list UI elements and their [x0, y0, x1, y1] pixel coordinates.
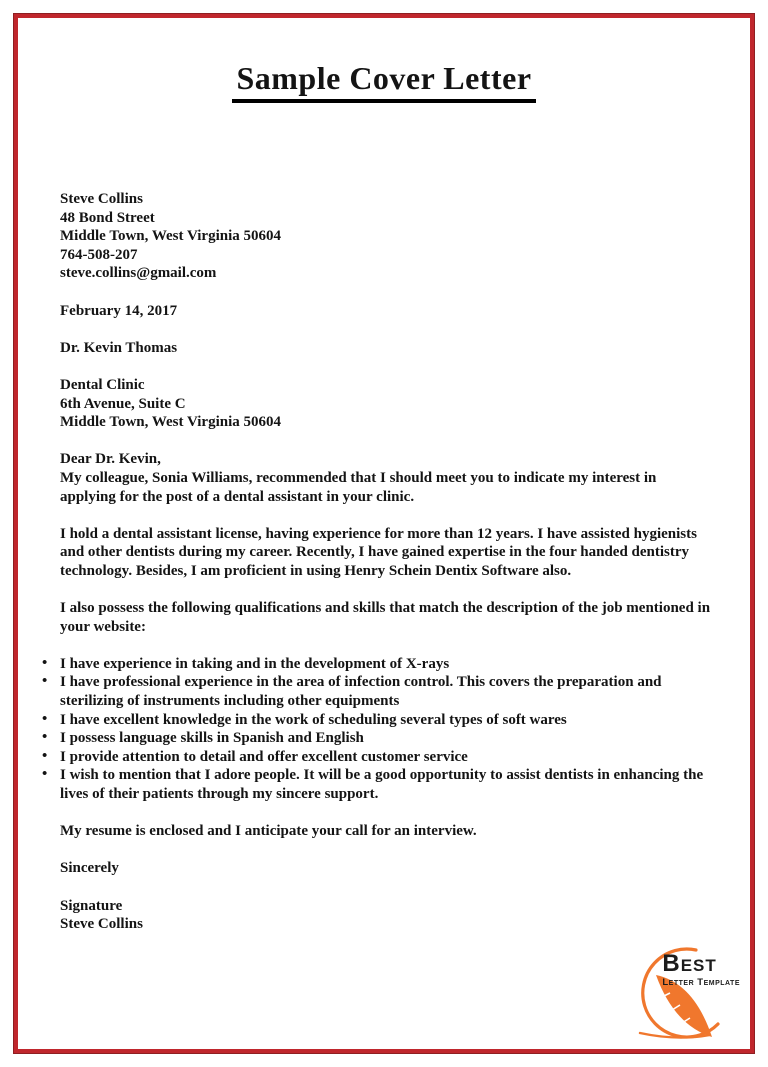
intro-paragraph: My colleague, Sonia Williams, recommended that I should meet you to indicate my interest in applying for the post of a dental assistant in your clinic.	[60, 469, 657, 505]
list-item: • I wish to mention that I adore people. It will be a good opportunity to assist dentists in enhancing the lives of their patients through my sincere support.	[60, 766, 712, 803]
sender-name: Steve Collins	[60, 191, 143, 207]
logo-tagline: Letter Template	[662, 977, 740, 988]
skills-intro: I also possess the following qualifications and skills that match the description of the job mentioned in your website:	[60, 600, 711, 635]
recipient-company: Dental Clinic	[60, 376, 145, 393]
recipient-address-block	[60, 376, 712, 432]
list-item: • I have professional experience in the area of infection control. This covers the preparation and sterilizing of instruments including other equipments	[60, 673, 712, 710]
list-item: • I have excellent knowledge in the work of scheduling several types of soft wares	[60, 711, 712, 730]
experience-paragraph-block	[60, 525, 712, 581]
signature-block	[60, 897, 712, 934]
sender-email: steve.collins@gmail.com	[60, 265, 217, 282]
logo-brand-name: Best	[662, 950, 717, 977]
recipient-city: Middle Town, West Virginia 50604	[60, 414, 282, 431]
page-title: Sample Cover Letter	[232, 60, 535, 103]
salutation: Dear Dr. Kevin,	[60, 451, 161, 468]
resume-line-block	[60, 822, 712, 841]
skills-intro-block	[60, 599, 712, 636]
letter-date: February 14, 2017	[60, 302, 178, 319]
sincerely-block	[60, 859, 712, 878]
signature-name: Steve Collins	[60, 916, 143, 933]
logo-text	[662, 952, 740, 988]
list-item: • I possess language skills in Spanish and English	[60, 729, 712, 748]
title-container	[0, 60, 768, 103]
experience-paragraph: I hold a dental assistant license, having experience for more than 12 years. I have assisted hygienists and other dentists during my career. Recently, I have gained expertise in the four handed dentistry technology. Besides, I am proficient in using Henry Schein Dentix Software also.	[60, 525, 697, 579]
intro-paragraph-block	[60, 450, 712, 506]
recipient-street: 6th Avenue, Suite C	[60, 395, 186, 412]
sincerely-line: Sincerely	[60, 860, 119, 877]
resume-line: My resume is enclosed and I anticipate your call for an interview.	[60, 823, 477, 840]
recipient-name: Dr. Kevin Thomas	[60, 339, 178, 356]
brand-logo	[632, 945, 742, 1047]
sender-city: Middle Town, West Virginia 50604	[60, 228, 282, 245]
sender-phone: 764-508-207	[60, 246, 138, 263]
list-item: • I have experience in taking and in the development of X-rays	[60, 655, 712, 674]
recipient-name-block	[60, 339, 712, 358]
sender-block	[60, 190, 712, 283]
sender-street: 48 Bond Street	[60, 209, 155, 226]
date-block	[60, 302, 712, 321]
list-item: • I provide attention to detail and offer excellent customer service	[60, 748, 712, 767]
letter-body	[60, 190, 712, 934]
skills-bullet-list	[60, 655, 712, 804]
signature-label: Signature	[60, 897, 123, 914]
